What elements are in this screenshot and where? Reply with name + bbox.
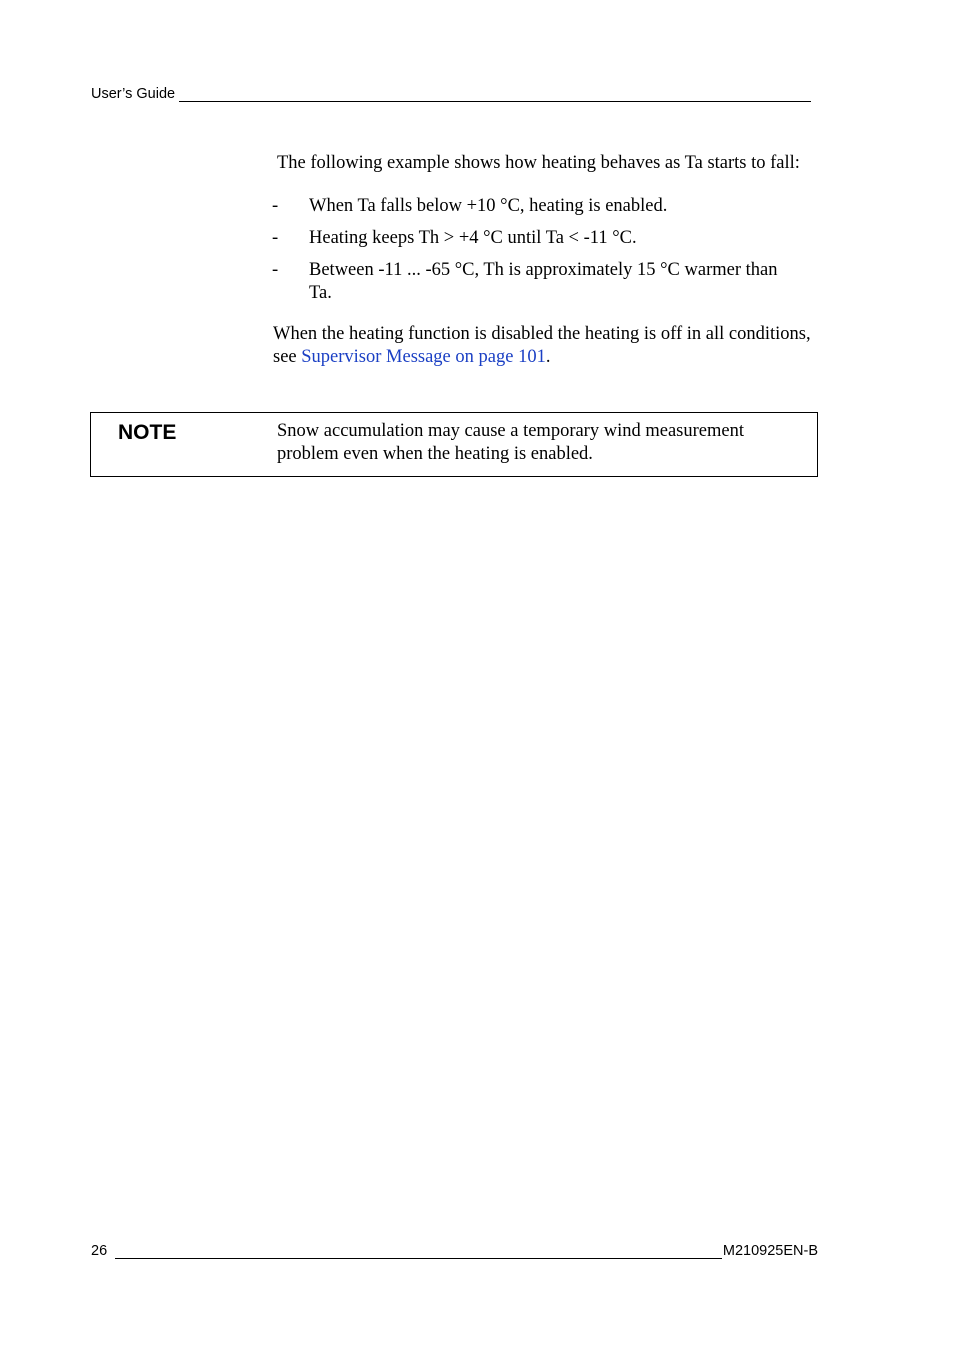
bullet-marker: - <box>272 260 279 280</box>
footer-rule <box>115 1244 722 1259</box>
document-code: M210925EN-B <box>722 1243 818 1259</box>
list-item <box>272 195 792 218</box>
supervisor-message-link[interactable]: Supervisor Message on page 101 <box>301 347 546 367</box>
intro-text: The following example shows how heating behaves as Ta starts to fall: <box>277 153 800 173</box>
note-label: NOTE <box>118 421 177 444</box>
page-header <box>91 86 811 102</box>
note-box <box>90 412 818 477</box>
page-footer <box>91 1243 818 1259</box>
list-item <box>272 259 792 305</box>
header-rule <box>179 87 811 102</box>
bullet-text: When Ta falls below +10 °C, heating is enabled. <box>309 196 668 216</box>
bullet-marker: - <box>272 228 279 248</box>
bullet-text: Between -11 ... -65 °C, Th is approximately 15 °C warmer than Ta. <box>309 260 778 303</box>
list-item <box>272 227 792 250</box>
heating-disabled-paragraph <box>273 323 828 369</box>
paragraph-end: . <box>545 347 551 367</box>
bullet-marker: - <box>272 196 279 216</box>
bullet-list <box>272 195 792 314</box>
header-title: User’s Guide <box>91 86 176 102</box>
note-text: Snow accumulation may cause a temporary wind measurement problem even when the heating is enabled. <box>277 421 744 464</box>
bullet-text: Heating keeps Th > +4 °C until Ta < -11 °C. <box>309 228 637 248</box>
page-number: 26 <box>91 1243 108 1259</box>
paragraph-text: When the heating function is disabled the heating is off in all conditions, see <box>273 324 811 367</box>
